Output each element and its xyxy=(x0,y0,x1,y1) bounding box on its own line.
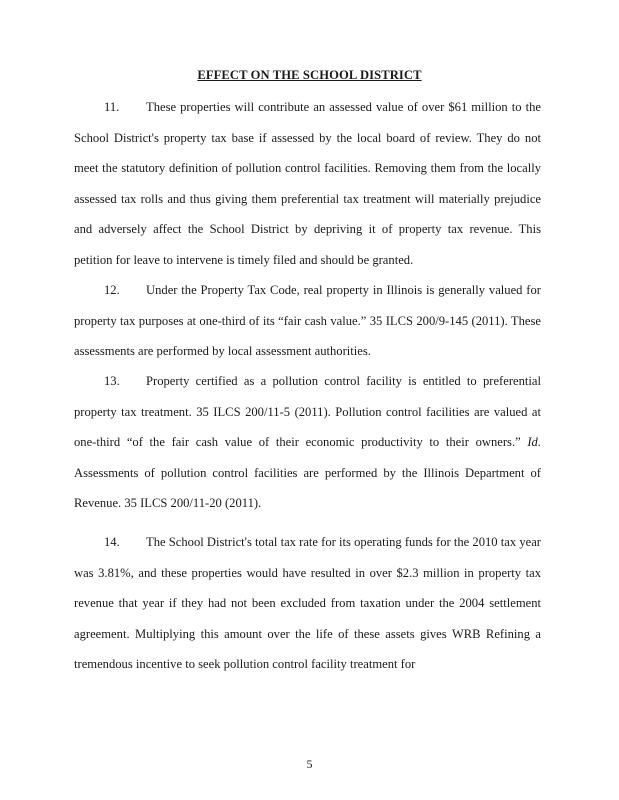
paragraph-text: These properties will contribute an assessed value of over $61 million to the School District's property tax base if assessed by the local board of review. They do not meet the statutory definition of pollution control facilities. Removing them from the locally assessed tax rolls and thus giving them preferential tax treatment will materially prejudice and adversely affect the School District by depriving it of property tax revenue. This petition for leave to intervene is timely filed and should be granted. xyxy=(74,100,541,267)
paragraph-13 xyxy=(74,366,541,519)
paragraph-text: Under the Property Tax Code, real property in Illinois is generally valued for property tax purposes at one-third of its “fair cash value.” 35 ILCS 200/9-145 (2011). These assessments are performed by local assessment authorities. xyxy=(74,283,541,358)
paragraph-11 xyxy=(74,92,541,275)
paragraph-number: 13. xyxy=(104,374,120,388)
paragraph-number: 14. xyxy=(104,535,120,549)
page-number: 5 xyxy=(306,757,313,771)
paragraph-text: Property certified as a pollution control facility is entitled to preferential property tax treatment. 35 ILCS 200/11-5 (2011). Pollution control facilities are valued at one-third “of the fair cash value of their economic productivity to their owners.” xyxy=(74,374,541,449)
paragraph-14 xyxy=(74,527,541,680)
section-heading: EFFECT ON THE SCHOOL DISTRICT xyxy=(197,68,422,82)
paragraph-number: 11. xyxy=(104,100,120,114)
paragraph-text-continued: Assessments of pollution control facilities are performed by the Illinois Department of Revenue. 35 ILCS 200/11-20 (2011). xyxy=(74,465,541,510)
paragraph-12 xyxy=(74,275,541,367)
citation-id: Id. xyxy=(527,435,541,449)
paragraph-number: 12. xyxy=(104,283,120,297)
paragraph-text: The School District's total tax rate for its operating funds for the 2010 tax year was 3.81%, and these properties would have resulted in over $2.3 million in property tax revenue that year if they had not been excluded from taxation under the 2004 settlement agreement. Multiplying this amount over the life of these assets gives WRB Refining a tremendous incentive to seek pollution control facility treatment for xyxy=(74,535,541,671)
